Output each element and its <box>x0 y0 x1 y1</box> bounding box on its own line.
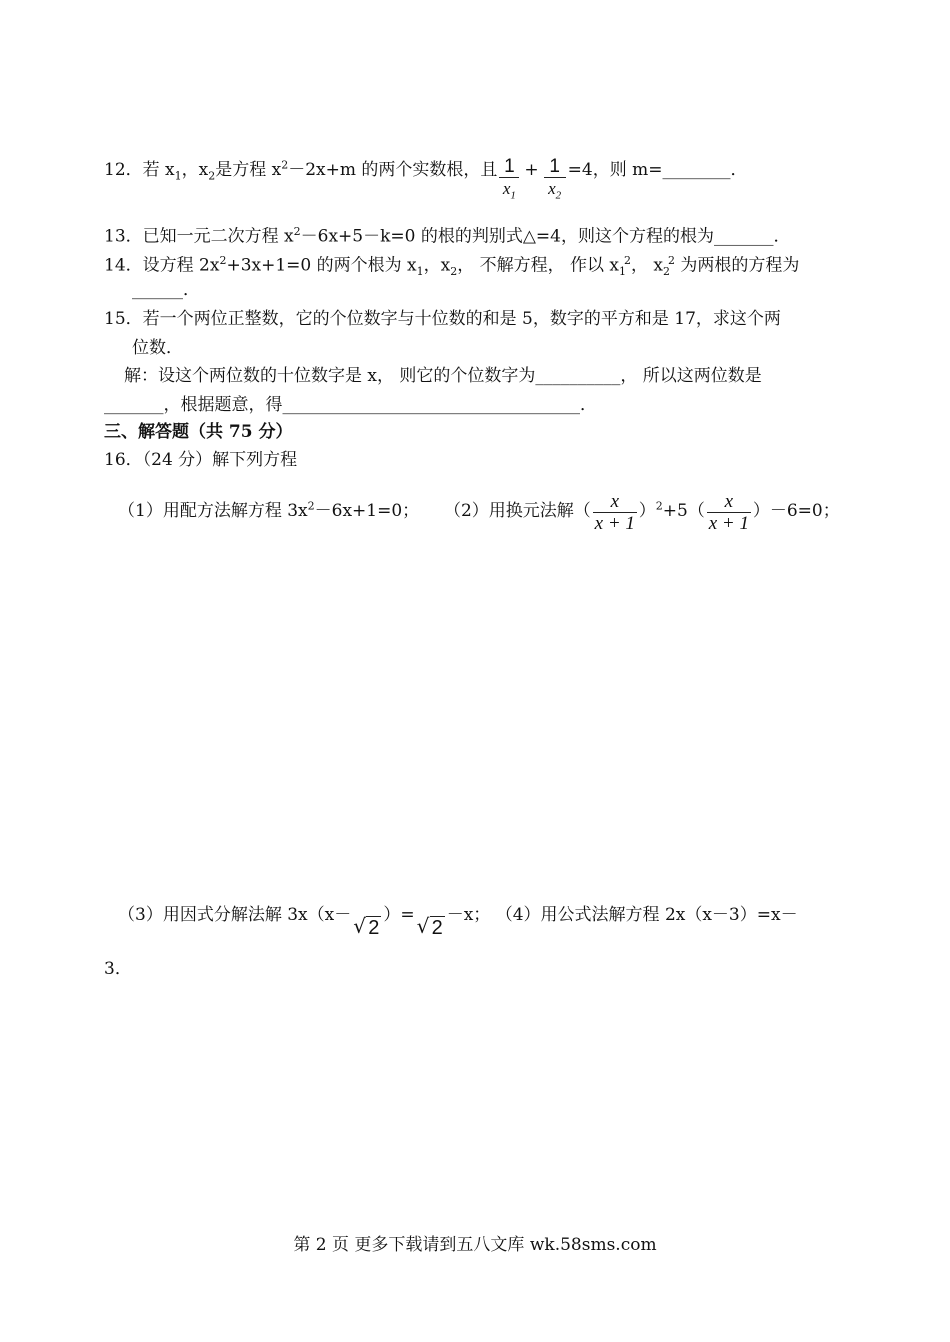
denominator <box>544 178 566 206</box>
part-1-text: （1）用配方法解方程 3x <box>118 501 308 521</box>
q12-sup: 2 <box>281 158 289 172</box>
q12-sub: 2 <box>208 169 216 183</box>
q12-sub: 1 <box>174 169 182 183</box>
q12-text: －2x+m 的两个实数根，且 <box>288 160 498 181</box>
q14-sub: 2 <box>450 265 458 279</box>
q12-text: =4，则 m=________． <box>567 160 748 181</box>
part-2-text: ） <box>638 501 656 521</box>
q14-text: 14．设方程 2x <box>104 255 220 276</box>
part-2-text: +5（ <box>662 501 705 521</box>
part-3-text: ）= <box>383 905 415 925</box>
q16-part-4-line-2: 3． <box>104 959 132 979</box>
part-2-text: （2）用换元法解（ <box>443 501 591 521</box>
sqrt-expression <box>353 914 381 940</box>
question-16-title: 16．（24 分）解下列方程 <box>104 450 298 470</box>
question-12 <box>104 146 748 202</box>
q14-sub: 2 <box>663 265 671 279</box>
q14-text: ，x <box>423 255 451 276</box>
part-4-text: （4）用公式法解方程 2x（x－3）=x－ <box>495 905 798 925</box>
plus-sign: + <box>524 160 539 181</box>
radicand: 2 <box>431 917 443 939</box>
denominator: x + 1 <box>708 513 749 534</box>
q14-text: ， x <box>631 255 664 276</box>
q12-text: 是方程 x <box>215 160 282 181</box>
q15-solution-line-2: _______，根据题意，得___________________________________． <box>104 395 597 415</box>
part-1-text: －6x+1=0； <box>314 501 420 521</box>
sqrt-expression <box>416 914 445 940</box>
section-heading: 三、解答题（共 75 分） <box>104 422 293 442</box>
numerator: x <box>724 491 734 512</box>
q15-solution-line: 解：设这个两位数的十位数字是 x， 则它的个位数字为__________， 所以这两位数是 <box>124 366 762 386</box>
denominator: x + 1 <box>594 513 635 534</box>
radical-sign: √ <box>353 914 366 938</box>
part-2-sup: 2 <box>655 499 663 513</box>
page-footer: 第 2 页 更多下载请到五八文库 wk.58sms.com <box>293 1235 657 1255</box>
part-3-text: －x； <box>446 905 491 925</box>
question-15: 15．若一个两位正整数，它的个位数字与十位数的和是 5，数字的平方和是 17，求这个两 <box>104 309 781 329</box>
fraction <box>707 492 751 535</box>
q16-part-1-2 <box>118 490 840 533</box>
denominator-sub: 1 <box>510 189 516 202</box>
q13-sup: 2 <box>293 225 301 238</box>
q14-sub: 1 <box>619 265 627 279</box>
radical-sign: √ <box>416 914 430 938</box>
q14-sup: 2 <box>668 254 676 267</box>
numerator: x <box>610 491 620 512</box>
q15-line-2: 位数． <box>132 338 183 358</box>
question-14 <box>104 250 799 283</box>
denominator-var: x <box>548 179 556 198</box>
denominator-sub: 2 <box>555 189 562 202</box>
fraction <box>544 157 566 206</box>
q14-text: 为两根的方程为 <box>675 255 800 276</box>
q13-text: －6x+5－k=0 的根的判别式△=4，则这个方程的根为_______． <box>300 226 791 247</box>
q12-text: ，x <box>181 160 209 181</box>
part-1-sup: 2 <box>307 499 315 513</box>
q14-sup: 2 <box>624 254 632 267</box>
fraction <box>499 157 519 206</box>
q12-text: 12．若 x <box>104 160 175 181</box>
denominator <box>499 178 519 206</box>
q14-sup: 2 <box>219 254 227 267</box>
part-3-text: （3）用因式分解法解 3x（x－ <box>118 905 352 925</box>
denominator-var: x <box>502 179 511 198</box>
numerator: 1 <box>504 156 515 177</box>
part-2-text: ）－6=0； <box>752 501 840 521</box>
question-13 <box>104 221 791 248</box>
radicand: 2 <box>368 917 380 939</box>
q13-text: 13．已知一元二次方程 x <box>104 226 294 247</box>
q14-text: ， 不解方程， 作以 x <box>457 255 620 276</box>
q14-sub: 1 <box>416 265 424 279</box>
q16-part-3-4 <box>118 903 798 939</box>
q14-answer-line: ______． <box>132 280 200 300</box>
numerator: 1 <box>549 156 560 177</box>
q14-text: +3x+1=0 的两个根为 x <box>226 255 417 276</box>
fraction <box>593 492 637 535</box>
